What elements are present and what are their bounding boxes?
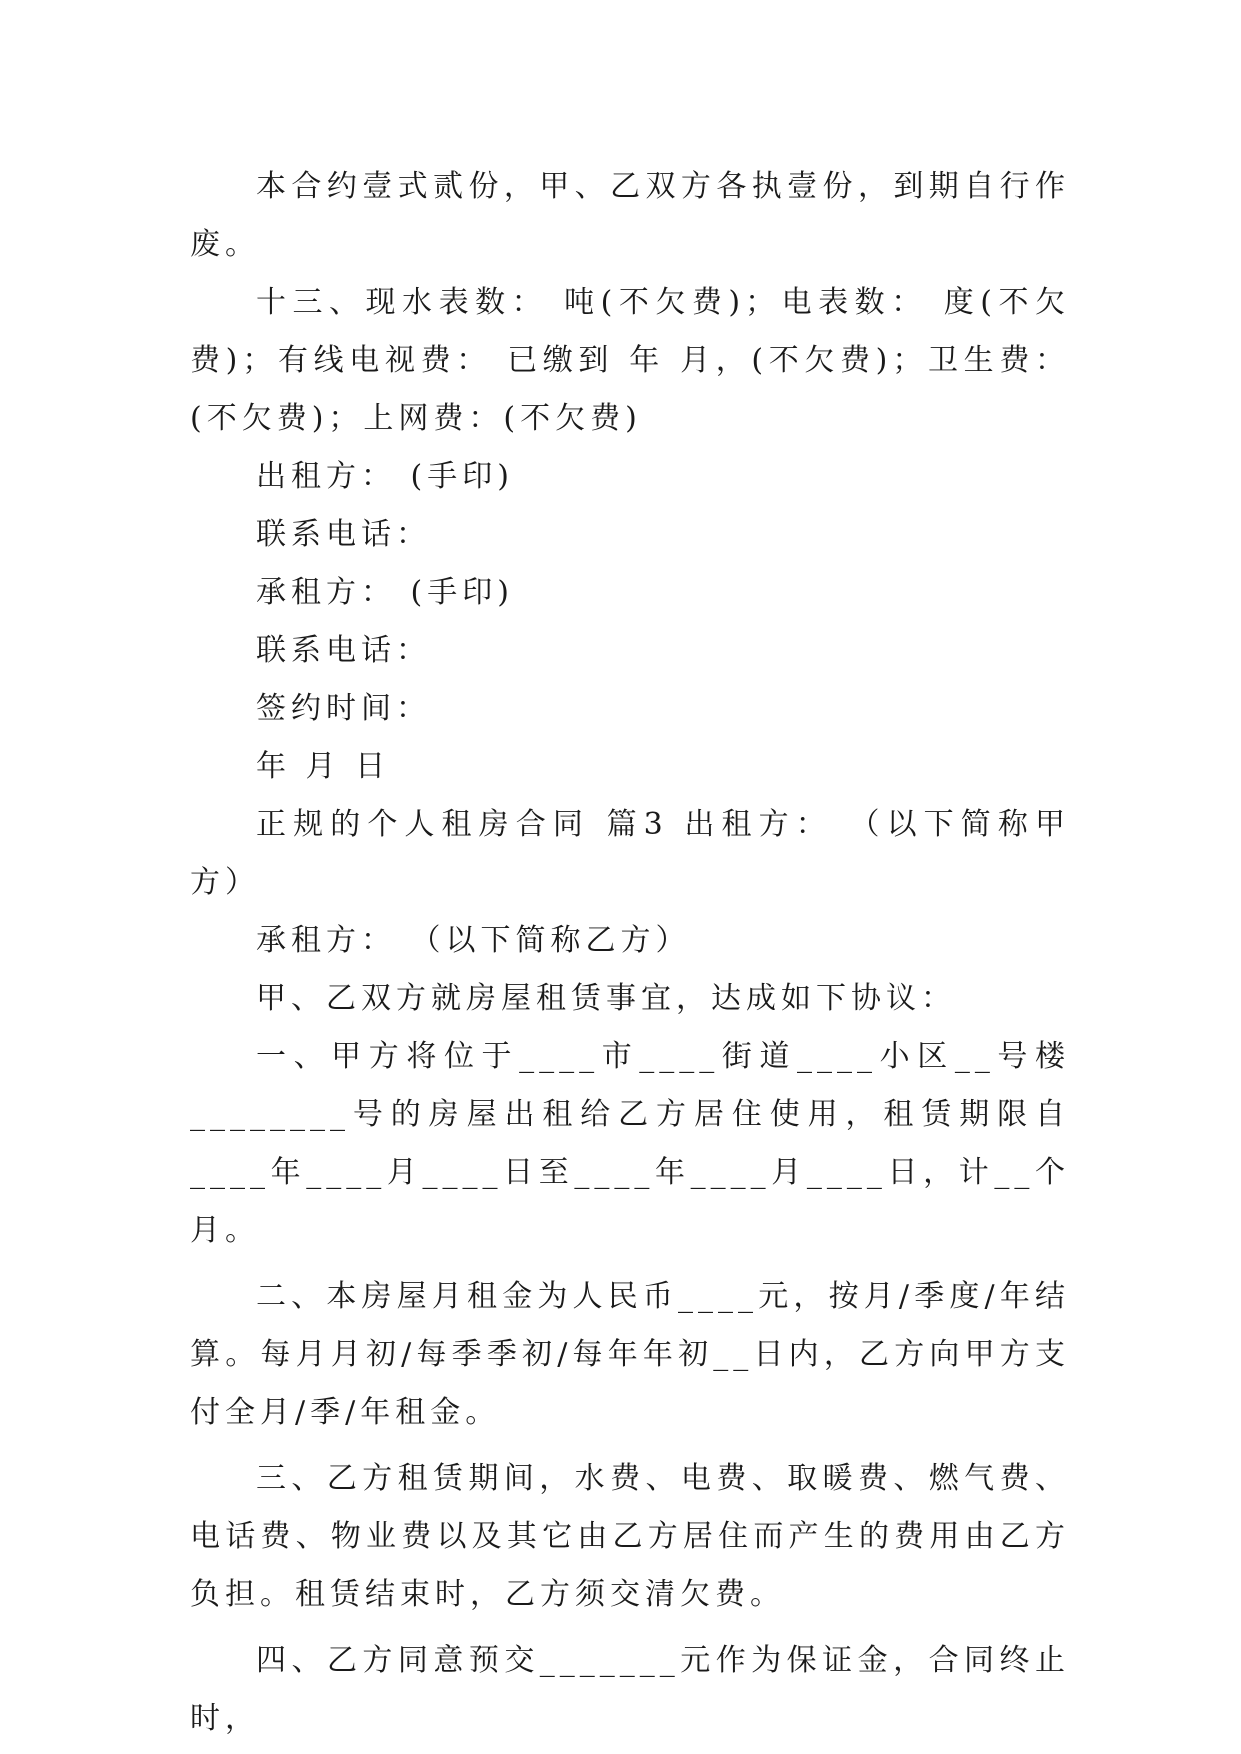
paragraph-clause-2: 二、本房屋月租金为人民币____元，按月/季度/年结算。每月月初/每季季初/每年年初__日内，乙方向甲方支付全月/季/年租金。 <box>190 1279 1070 1430</box>
paragraph-clause-4: 四、乙方同意预交_______元作为保证金，合同终止时， <box>190 1643 1070 1736</box>
paragraph-contract-3-heading: 正规的个人租房合同 篇3 出租方： （以下简称甲方） <box>190 807 1070 900</box>
paragraph-clause-3: 三、乙方租赁期间，水费、电费、取暖费、燃气费、电话费、物业费以及其它由乙方居住而产生的费用由乙方负担。租赁结束时，乙方须交清欠费。 <box>190 1461 1070 1612</box>
paragraph-date-line: 年 月 日 <box>256 749 391 784</box>
paragraph-sign-time: 签约时间： <box>256 691 431 726</box>
paragraph-lessor-phone: 联系电话： <box>256 517 431 552</box>
paragraph-copies-clause: 本合约壹式贰份，甲、乙双方各执壹份，到期自行作废。 <box>190 169 1070 262</box>
paragraph-clause-1: 一、甲方将位于____市____街道____小区__号楼________号的房屋出租给乙方居住使用，租赁期限自____年____月____日至____年____月____日，计__个月。 <box>190 1039 1070 1248</box>
paragraph-lessee-abbrev: 承租方： （以下简称乙方） <box>256 923 691 958</box>
paragraph-lessee-signature: 承租方： (手印) <box>256 575 514 610</box>
paragraph-lessee-phone: 联系电话： <box>256 633 431 668</box>
document-body <box>190 158 1070 1748</box>
paragraph-lessor-signature: 出租方： (手印) <box>256 459 514 494</box>
paragraph-agreement-intro: 甲、乙双方就房屋租赁事宜，达成如下协议： <box>256 981 956 1016</box>
paragraph-meter-readings: 十三、现水表数： 吨(不欠费)；电表数： 度(不欠费)；有线电视费： 已缴到 年 月，(不欠费)；卫生费：(不欠费)；上网费：(不欠费) <box>190 285 1070 436</box>
